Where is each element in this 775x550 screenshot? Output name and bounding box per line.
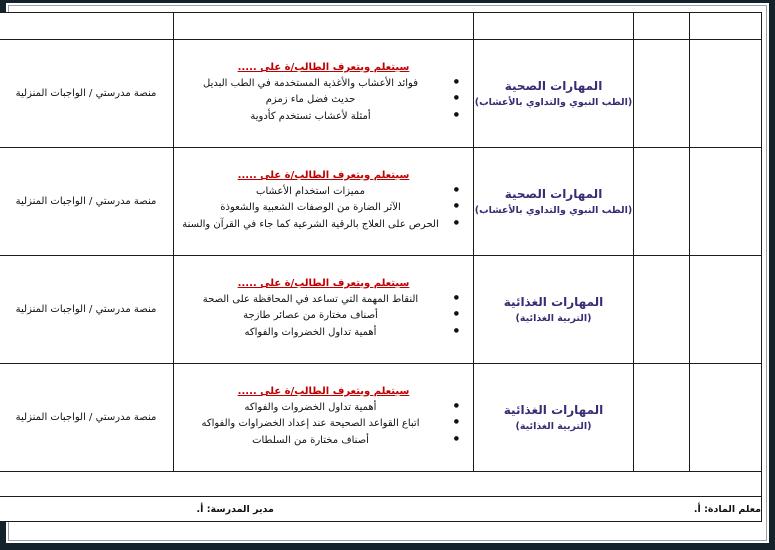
table-row <box>0 40 762 148</box>
header-row <box>0 13 762 40</box>
week-cell <box>690 256 762 364</box>
learning-goals-cell <box>174 148 474 256</box>
lesson-sub-title: (التربية الغذائية) <box>515 313 592 324</box>
goal-item: ● فوائد الأعشاب والأغذية المستخدمة في الطب البديل <box>174 76 459 93</box>
lesson-plan-sheet <box>13 12 762 536</box>
periods-cell[interactable] <box>634 40 690 148</box>
principal-signature-label: مدير المدرسة: أ. <box>196 503 274 515</box>
goals-heading: سيتعلم ويتعرف الطالب/ة على ..... <box>237 385 410 397</box>
goals-heading: سيتعلم ويتعرف الطالب/ة على ..... <box>237 169 410 181</box>
teacher-signature-label: معلم المادة: أ. <box>693 503 761 515</box>
lesson-subject-cell <box>474 256 634 364</box>
header-duties: الواجبات والمهام الأدائية <box>0 13 174 40</box>
duties-cell: منصة مدرستي / الواجبات المنزلية <box>0 40 174 148</box>
header-learning-goals: أهداف التعلم <box>174 13 474 40</box>
table-row <box>0 364 762 472</box>
page-frame-inner-gray <box>8 5 767 541</box>
lesson-main-title: المهارات الغذائية <box>503 403 604 417</box>
signature-row <box>0 497 762 522</box>
lesson-sub-title: (الطب النبوي والتداوي بالأعشاب) <box>474 205 633 216</box>
goal-item: ● النقاط المهمة التي تساعد في المحافظة على الصحة <box>174 292 459 309</box>
goal-item: ● الآثر الضارة من الوصفات الشعبية والشعوذة <box>174 200 459 217</box>
duties-cell: منصة مدرستي / الواجبات المنزلية <box>0 364 174 472</box>
periods-cell[interactable] <box>634 364 690 472</box>
learning-goals-cell <box>174 256 474 364</box>
week-cell <box>690 40 762 148</box>
table-body <box>0 40 762 522</box>
weekly-plan-table <box>0 12 762 522</box>
signature-inner <box>0 504 761 515</box>
duties-cell: منصة مدرستي / الواجبات المنزلية <box>0 256 174 364</box>
lesson-subject-cell <box>474 40 634 148</box>
lesson-main-title: المهارات الغذائية <box>503 295 604 309</box>
goal-item: ● أهمية تداول الخضروات والفواكه <box>174 325 459 342</box>
page-frame-inner-white <box>6 3 769 543</box>
duties-cell: منصة مدرستي / الواجبات المنزلية <box>0 148 174 256</box>
goal-item: ● أمثلة لأعشاب تستخدم كأدوية <box>174 109 459 126</box>
goals-list <box>174 184 473 234</box>
learning-goals-cell <box>174 40 474 148</box>
lesson-sub-title: (التربية الغذائية) <box>515 421 592 432</box>
periods-cell[interactable] <box>634 256 690 364</box>
goal-item: ● حديث فضل ماء زمزم <box>174 92 459 109</box>
goal-item: ● أصناف مختارة من السلطات <box>174 433 459 450</box>
lesson-main-title: المهارات الصحية <box>504 187 603 201</box>
header-week-date: الأسبوع والتاريخ <box>690 13 762 40</box>
goal-item: ● اتباع القواعد الصحيحة عند إعداد الخضراوات والفواكه <box>174 416 459 433</box>
lesson-subject-cell <box>474 148 634 256</box>
header-lesson-subject: موضوع الدرس <box>474 13 634 40</box>
periods-cell[interactable] <box>634 148 690 256</box>
parent-note-row <box>0 472 762 497</box>
goal-item: ● أهمية تداول الخضروات والفواكه <box>174 400 459 417</box>
goals-heading: سيتعلم ويتعرف الطالب/ة على ..... <box>237 277 410 289</box>
goal-item: ● أصناف مختارة من عصائر طازجة <box>174 308 459 325</box>
goals-list <box>174 292 473 342</box>
goal-item: ● مميزات استخدام الأعشاب <box>174 184 459 201</box>
table-row <box>0 148 762 256</box>
week-cell <box>690 148 762 256</box>
goals-heading: سيتعلم ويتعرف الطالب/ة على ..... <box>237 61 410 73</box>
lesson-subject-cell <box>474 364 634 472</box>
goal-item: ● الحرص على العلاج بالرقية الشرعية كما جاء في القرآن والسنة <box>174 217 459 234</box>
parent-note: عزيزي ولي الأمر: أنت شريك نجاح مع المدرسة، فمتابعتك للخطة التعليمية يمنح ابنك الشعور أكثر بالمسؤولية وصناعة المستقبل <box>0 472 762 497</box>
lesson-main-title: المهارات الصحية <box>504 79 603 93</box>
goals-list <box>174 400 473 450</box>
table-row <box>0 256 762 364</box>
week-cell <box>690 364 762 472</box>
lesson-sub-title: (الطب النبوي والتداوي بالأعشاب) <box>474 97 633 108</box>
header-periods: الحصص <box>634 13 690 40</box>
learning-goals-cell <box>174 364 474 472</box>
goals-list <box>174 76 473 126</box>
signature-cell <box>0 497 762 522</box>
table-header <box>0 13 762 40</box>
